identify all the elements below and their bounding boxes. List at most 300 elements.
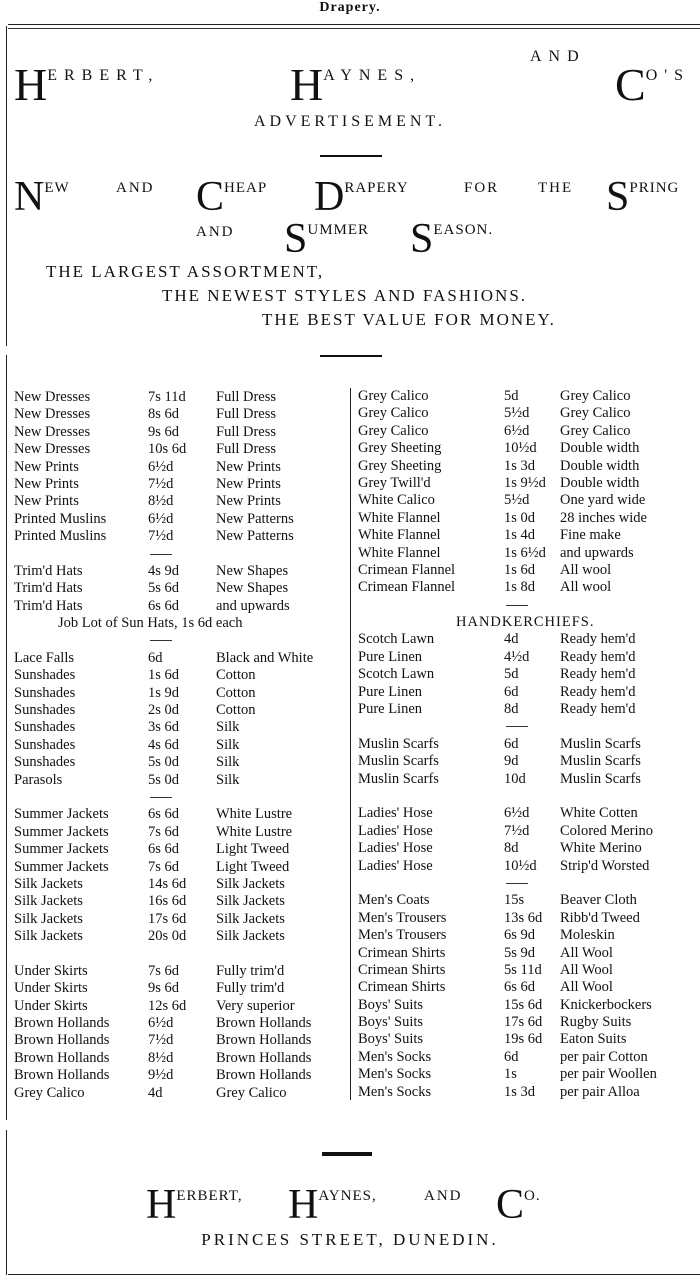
item-name: Trim'd Hats [14,597,83,614]
item-price: 5s 0d [148,754,180,771]
page-header: Drapery. [319,0,381,15]
item-price: 1s 6d [148,667,180,684]
item-price: 1s 8d [504,579,536,596]
headline-2-summer: SUMMER [284,216,370,262]
item-name: Scotch Lawn [358,631,435,648]
item-description: Brown Hollands [216,1049,312,1066]
item-price: 10d [504,770,526,787]
item-price: 7½d [148,528,174,545]
item-description: Grey Calico [216,1084,287,1101]
list-item [14,963,346,980]
list-item [358,997,694,1014]
list-item [14,580,346,597]
item-name: Silk Jackets [14,910,83,927]
item-price: 6d [504,735,519,752]
right-price-list [358,388,694,1101]
item-price: 5s 0d [148,771,180,788]
item-name: Trim'd Hats [14,562,83,579]
item-description: per pair Cotton [560,1048,648,1065]
item-price: 6s 6d [148,597,180,614]
item-name: Crimean Flannel [358,579,456,596]
item-price: 1s 9d [148,684,180,701]
item-name: Sunshades [14,754,76,771]
item-description: White Merino [560,840,642,857]
footer-address: PRINCES STREET, DUNEDIN. [201,1230,499,1249]
item-price: 20s 0d [148,928,187,945]
list-item [14,911,346,928]
item-price: 7½d [148,1032,174,1049]
list-item [358,1031,694,1048]
list-item [358,701,694,718]
list-item [358,771,694,788]
headline-2-and: AND [196,224,235,240]
footer-firm-haynes: HAYNES, [288,1182,377,1228]
item-price: 4d [504,631,519,648]
item-price: 6s 6d [148,841,180,858]
item-name: Trim'd Hats [14,580,83,597]
item-description: All Wool [560,961,613,978]
item-price: 4½d [504,648,530,665]
list-item [14,859,346,876]
item-description: Fully trim'd [216,962,285,979]
item-name: Crimean Shirts [358,961,446,978]
list-item [14,650,346,667]
item-price: 8s 6d [148,406,180,423]
firm-line-3: AND [530,48,586,65]
item-description: per pair Alloa [560,1083,640,1100]
item-description: Ready hem'd [560,648,636,665]
item-description: Silk Jackets [216,893,285,910]
list-item [358,840,694,857]
tagline-3: THE BEST VALUE FOR MONEY. [262,310,556,329]
item-price: 7s 11d [148,389,186,405]
item-description: Brown Hollands [216,1015,312,1032]
section-break [14,946,346,963]
section-break [358,597,694,614]
list-item [14,1032,346,1049]
item-name: Silk Jackets [14,893,83,910]
section-break [14,546,346,563]
item-description: Fully trim'd [216,980,285,997]
item-name: Pure Linen [358,701,423,718]
item-price: 5½d [504,492,530,509]
footer-firm-and: AND [424,1188,463,1204]
list-item [358,458,694,475]
item-price: 6s 6d [148,806,180,823]
firm-line: HERBERT, [14,59,160,110]
item-description: Light Tweed [216,841,290,858]
item-name: Ladies' Hose [358,805,433,822]
item-description: Silk [216,771,240,788]
list-item [358,579,694,596]
item-description: White Cotten [560,805,638,822]
item-price: 17s 6d [148,910,187,927]
list-item [14,493,346,510]
item-description: All Wool [560,979,613,996]
item-price: 4s 9d [148,562,180,579]
list-item [358,631,694,648]
left-border-2 [6,355,7,1120]
list-item [14,563,346,580]
left-price-list [14,389,346,1102]
item-name: Brown Hollands [14,1032,110,1049]
item-price: 1s 4d [504,527,536,544]
item-name: Silk Jackets [14,928,83,945]
list-item [358,666,694,683]
list-item [14,980,346,997]
item-price: 1s [504,1066,517,1083]
section-heading [358,614,694,631]
item-description: All wool [560,579,612,596]
item-price: 2s 0d [148,702,180,719]
item-name: Boys' Suits [358,996,424,1013]
headline-1-the: THE [538,180,574,196]
item-price: 7½d [148,475,174,492]
item-name: Grey Sheeting [358,440,442,457]
header-rule [8,24,700,25]
item-name: Brown Hollands [14,1015,110,1032]
item-price: 5s 6d [148,580,180,597]
item-name: Grey Calico [14,1084,85,1101]
divider-dash-2 [320,355,382,357]
item-description: Ready hem'd [560,666,636,683]
item-description: Grey Calico [560,405,631,422]
item-description: Eaton Suits [560,1031,627,1048]
list-item [358,979,694,996]
item-name: Grey Sheeting [358,457,442,474]
item-price: 9s 6d [148,423,180,440]
item-name: Crimean Shirts [358,944,446,961]
item-price: 7s 6d [148,962,180,979]
item-description: Brown Hollands [216,1067,312,1084]
item-description: Muslin Scarfs [560,735,641,752]
list-item [358,475,694,492]
item-name: Crimean Flannel [358,561,456,578]
item-name: Summer Jackets [14,841,109,858]
headline-1-and: AND [116,180,155,196]
item-description: Fine make [560,527,621,544]
list-item [14,459,346,476]
item-name: Boys' Suits [358,1031,424,1048]
list-item [358,510,694,527]
list-item [14,893,346,910]
item-price: 8d [504,840,519,857]
item-description: Ready hem'd [560,631,636,648]
list-item [14,685,346,702]
list-item [14,424,346,441]
item-name: New Dresses [14,441,91,458]
list-item [358,910,694,927]
item-name: Crimean Shirts [358,979,446,996]
item-name: Grey Calico [358,405,429,422]
item-name: New Prints [14,458,79,475]
item-name: White Flannel [358,509,441,526]
list-item [358,684,694,701]
list-item [14,876,346,893]
item-name: Sunshades [14,702,76,719]
section-break [358,718,694,735]
item-description: Silk Jackets [216,928,285,945]
item-description: Beaver Cloth [560,892,637,909]
list-item [14,998,346,1015]
footer-dash [322,1152,372,1156]
list-item [14,719,346,736]
item-description: Rugby Suits [560,1014,632,1031]
item-name: Silk Jackets [14,875,83,892]
item-name: Parasols [14,771,63,788]
list-item [358,927,694,944]
item-name: Men's Socks [358,1066,432,1083]
item-price: 19s 6d [504,1031,543,1048]
list-item [358,1084,694,1101]
item-description: and upwards [560,544,634,561]
firm-line-2: HAYNES, [290,59,422,110]
headline-1: NEW [14,174,70,220]
item-price: 12s 6d [148,997,187,1014]
item-name: Grey Calico [358,422,429,439]
item-price: 5½d [504,405,530,422]
item-name: Men's Trousers [358,927,447,944]
item-description: Cotton [216,684,256,701]
list-item [14,1067,346,1084]
list-item [358,440,694,457]
item-price: 5s 9d [504,944,536,961]
item-price: 7½d [504,822,530,839]
footer-rule [8,1274,700,1275]
list-item [358,562,694,579]
list-item [14,772,346,789]
firm-line-4: CO'S [615,59,691,110]
item-name: Brown Hollands [14,1049,110,1066]
item-price: 5d [504,388,519,404]
item-description: Grey Calico [560,388,631,404]
item-description: Silk Jackets [216,875,285,892]
list-item [358,423,694,440]
item-name: Sunshades [14,736,76,753]
tagline-1: THE LARGEST ASSORTMENT, [46,262,325,281]
list-item [14,476,346,493]
item-name: Pure Linen [358,648,423,665]
item-price: 9½d [148,1067,174,1084]
item-price: 7s 6d [148,858,180,875]
column-divider [350,388,351,1100]
item-price: 6d [504,1048,519,1065]
item-name: Under Skirts [14,980,88,997]
item-price: 4s 6d [148,736,180,753]
item-price: 10½d [504,857,537,874]
list-item [14,528,346,545]
list-item [14,928,346,945]
list-item [14,389,346,406]
item-name: Lace Falls [14,649,74,666]
list-item [358,858,694,875]
item-price: 4d [148,1084,163,1101]
item-name: New Dresses [14,389,91,405]
list-item [358,736,694,753]
item-description: Strip'd Worsted [560,857,650,874]
item-price: 6½d [148,1015,174,1032]
headline-1-cheap: CHEAP [196,174,268,220]
item-name: New Prints [14,493,79,510]
item-description: One yard wide [560,492,646,509]
list-item [358,1014,694,1031]
item-price: 5s 11d [504,961,542,978]
item-name: Printed Muslins [14,510,107,527]
item-name: Ladies' Hose [358,822,433,839]
item-name: Men's Socks [358,1048,432,1065]
item-price: 1s 6d [504,561,536,578]
section-break [358,875,694,892]
note-text: Job Lot of Sun Hats, 1s 6d each [58,615,243,632]
item-description: Knickerbockers [560,996,652,1013]
item-name: Sunshades [14,719,76,736]
item-name: New Dresses [14,406,91,423]
list-item [14,1015,346,1032]
left-border [6,26,7,346]
item-description: Moleskin [560,927,615,944]
item-description: per pair Woollen [560,1066,657,1083]
item-description: New Prints [216,458,281,475]
item-name: Grey Twill'd [358,474,431,491]
item-price: 1s 6½d [504,544,546,561]
list-item [358,388,694,405]
item-description: Full Dress [216,441,277,458]
footer-firm-co: CO. [496,1182,541,1228]
item-description: Very superior [216,997,295,1014]
item-price: 8½d [148,493,174,510]
item-description: Ribb'd Tweed [560,909,640,926]
section-break [14,789,346,806]
item-price: 1s 3d [504,1083,536,1100]
item-price: 1s 0d [504,509,536,526]
list-item [14,441,346,458]
item-description: Silk [216,754,240,771]
item-name: New Dresses [14,423,91,440]
item-price: 5d [504,666,519,683]
item-name: Under Skirts [14,962,88,979]
item-price: 6½d [504,422,530,439]
header-rule-2 [8,28,700,29]
list-item [358,649,694,666]
item-description: Silk [216,719,240,736]
item-description: Muslin Scarfs [560,770,641,787]
item-description: Ready hem'd [560,701,636,718]
list-item [358,892,694,909]
list-item [358,405,694,422]
item-name: Under Skirts [14,997,88,1014]
item-price: 16s 6d [148,893,187,910]
item-name: Men's Trousers [358,909,447,926]
list-item [358,1066,694,1083]
item-price: 6½d [504,805,530,822]
list-item [358,945,694,962]
list-item [358,805,694,822]
item-description: Cotton [216,702,256,719]
item-name: Ladies' Hose [358,840,433,857]
footer-firm-herbert: HERBERT, [146,1182,243,1228]
item-price: 1s 9½d [504,474,546,491]
item-description: Full Dress [216,389,277,405]
item-description: All Wool [560,944,613,961]
item-name: Brown Hollands [14,1067,110,1084]
item-price: 1s 3d [504,457,536,474]
item-name: Pure Linen [358,683,423,700]
item-name: White Calico [358,492,435,509]
item-name: Scotch Lawn [358,666,435,683]
list-item [358,527,694,544]
headline-1-for: FOR [464,180,500,196]
item-description: Double width [560,474,640,491]
item-name: Men's Socks [358,1083,432,1100]
list-item [358,823,694,840]
list-item [14,841,346,858]
item-name: Summer Jackets [14,858,109,875]
list-item [14,511,346,528]
item-description: Light Tweed [216,858,290,875]
list-item [358,492,694,509]
item-description: Colored Merino [560,822,654,839]
item-name: Muslin Scarfs [358,753,439,770]
list-item [14,1050,346,1067]
list-item [358,1049,694,1066]
item-price: 6½d [148,458,174,475]
item-description: and upwards [216,597,290,614]
item-name: Ladies' Hose [358,857,433,874]
item-price: 17s 6d [504,1014,543,1031]
item-description: Full Dress [216,406,277,423]
section-break [14,632,346,649]
item-description: Silk Jackets [216,910,285,927]
item-price: 15s 6d [504,996,543,1013]
item-name: Grey Calico [358,388,429,404]
item-name: White Flannel [358,544,441,561]
item-price: 6½d [148,510,174,527]
list-note [14,615,346,632]
item-description: New Prints [216,493,281,510]
left-border-3 [6,1130,7,1275]
item-name: Sunshades [14,667,76,684]
headline-2-season: SEASON. [410,216,494,262]
list-item [14,406,346,423]
item-description: Double width [560,457,640,474]
headline-1-spring: SPRING [606,174,680,220]
item-name: Summer Jackets [14,823,109,840]
item-description: Silk [216,736,240,753]
item-description: White Lustre [216,806,293,823]
headline-1-drapery: DRAPERY [314,174,409,220]
item-name: White Flannel [358,527,441,544]
item-description: All wool [560,561,612,578]
list-item [358,753,694,770]
item-name: Muslin Scarfs [358,735,439,752]
item-description: New Shapes [216,580,289,597]
list-item [14,702,346,719]
list-item [14,754,346,771]
item-description: New Patterns [216,510,294,527]
list-item [14,737,346,754]
section-break [358,788,694,805]
list-item [14,824,346,841]
item-name: Boys' Suits [358,1014,424,1031]
item-description: Double width [560,440,640,457]
item-name: Sunshades [14,684,76,701]
item-name: Muslin Scarfs [358,770,439,787]
item-price: 9d [504,753,519,770]
item-price: 15s [504,892,525,909]
item-price: 6d [504,683,519,700]
item-price: 8d [504,701,519,718]
item-price: 3s 6d [148,719,180,736]
